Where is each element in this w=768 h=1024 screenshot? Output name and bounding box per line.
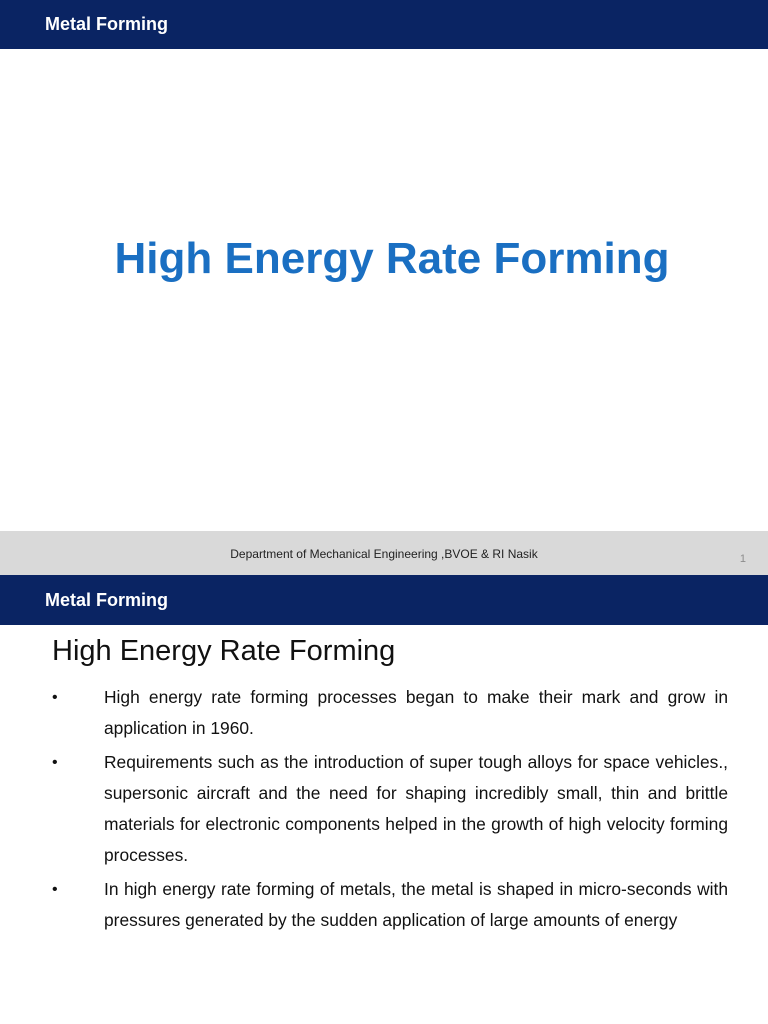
header-bar [0, 575, 768, 625]
slide-2 [0, 575, 768, 1024]
bullet-list [52, 682, 728, 939]
bullet-text: Requirements such as the introduction of super tough alloys for space vehicles., supersonic aircraft and the need for shaping incredibly small, thin and brittle materials for electronic components helped in the growth of high velocity forming processes. [104, 752, 728, 865]
header-bar [0, 0, 768, 49]
footer-text: Department of Mechanical Engineering ,BVOE & RI Nasik [230, 547, 538, 561]
content-title: High Energy Rate Forming [52, 635, 396, 667]
header-title: Metal Forming [45, 14, 169, 34]
bullet-text: High energy rate forming processes began to make their mark and grow in application in 1960. [104, 687, 728, 738]
bullet-icon: • [52, 881, 58, 898]
bullet-icon: • [52, 689, 58, 706]
bullet-item [52, 682, 728, 744]
header-title: Metal Forming [45, 590, 169, 610]
slide-title: High Energy Rate Forming [114, 234, 670, 283]
bullet-item [52, 747, 728, 871]
bullet-item [52, 874, 728, 936]
footer-bar [0, 531, 768, 575]
bullet-icon: • [52, 754, 58, 771]
bullet-text: In high energy rate forming of metals, the metal is shaped in micro-seconds with pressures generated by the sudden application of large amounts of energy [104, 879, 728, 930]
page-number: 1 [739, 553, 746, 565]
